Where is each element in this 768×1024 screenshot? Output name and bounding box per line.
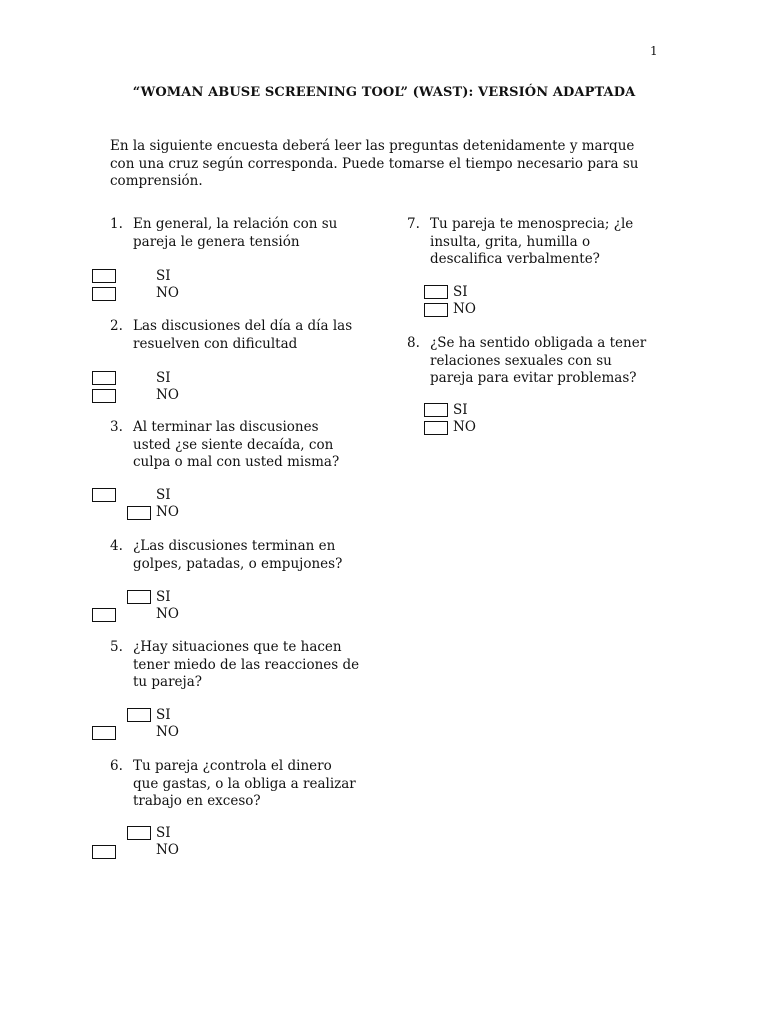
q3-no-label: NO bbox=[156, 504, 179, 520]
question-text: Al terminar las discusiones usted ¿se siente decaída, con culpa o mal con usted misma? bbox=[133, 419, 340, 470]
q4-si-label: SI bbox=[156, 589, 171, 605]
question-number: 1. bbox=[110, 216, 123, 232]
question-text: Tu pareja ¿controla el dinero que gastas, o la obliga a realizar trabajo en exceso? bbox=[133, 758, 356, 809]
q8-si-label: SI bbox=[453, 402, 468, 418]
q8-no-checkbox[interactable] bbox=[424, 421, 448, 435]
question-number: 3. bbox=[110, 419, 123, 435]
q2-si-checkbox[interactable] bbox=[92, 371, 116, 385]
q2-no-checkbox[interactable] bbox=[92, 389, 116, 403]
q4-no-label: NO bbox=[156, 606, 179, 622]
question-number: 7. bbox=[407, 216, 420, 232]
q3-si-checkbox[interactable] bbox=[92, 488, 116, 502]
q7-no-checkbox[interactable] bbox=[424, 303, 448, 317]
question-number: 4. bbox=[110, 538, 123, 554]
q1-no-label: NO bbox=[156, 285, 179, 301]
question-text: ¿Se ha sentido obligada a tener relaciones sexuales con su pareja para evitar problemas? bbox=[430, 335, 647, 386]
q5-no-label: NO bbox=[156, 724, 179, 740]
question-text: En general, la relación con su pareja le genera tensión bbox=[133, 216, 338, 250]
question-number: 6. bbox=[110, 758, 123, 774]
q7-si-label: SI bbox=[453, 284, 468, 300]
q2-si-label: SI bbox=[156, 370, 171, 386]
question-number: 5. bbox=[110, 639, 123, 655]
q1-si-label: SI bbox=[156, 268, 171, 284]
page-number: 1 bbox=[650, 44, 658, 58]
q5-no-checkbox[interactable] bbox=[92, 726, 116, 740]
q5-si-checkbox[interactable] bbox=[127, 708, 151, 722]
q4-no-checkbox[interactable] bbox=[92, 608, 116, 622]
question-text: Tu pareja te menosprecia; ¿le insulta, grita, humilla o descalifica verbalmente? bbox=[430, 216, 634, 267]
question-number: 8. bbox=[407, 335, 420, 351]
q5-si-label: SI bbox=[156, 707, 171, 723]
q8-si-checkbox[interactable] bbox=[424, 403, 448, 417]
q8-no-label: NO bbox=[453, 419, 476, 435]
q6-si-label: SI bbox=[156, 825, 171, 841]
question-text: ¿Hay situaciones que te hacen tener miedo de las reacciones de tu pareja? bbox=[133, 639, 360, 690]
q3-no-checkbox[interactable] bbox=[127, 506, 151, 520]
q6-no-checkbox[interactable] bbox=[92, 845, 116, 859]
q7-si-checkbox[interactable] bbox=[424, 285, 448, 299]
q1-si-checkbox[interactable] bbox=[92, 269, 116, 283]
q6-no-label: NO bbox=[156, 842, 179, 858]
page-title: “WOMAN ABUSE SCREENING TOOL” (WAST): VERSIÓN ADAPTADA bbox=[132, 85, 636, 100]
question-number: 2. bbox=[110, 318, 123, 334]
question-text: Las discusiones del día a día las resuelven con dificultad bbox=[133, 318, 353, 352]
q2-no-label: NO bbox=[156, 387, 179, 403]
q6-si-checkbox[interactable] bbox=[127, 826, 151, 840]
q7-no-label: NO bbox=[453, 301, 476, 317]
q3-si-label: SI bbox=[156, 487, 171, 503]
instructions-paragraph: En la siguiente encuesta deberá leer las preguntas detenidamente y marque con una cruz según corresponda. Puede tomarse el tiempo necesario para su comprensión. bbox=[110, 138, 639, 189]
q4-si-checkbox[interactable] bbox=[127, 590, 151, 604]
question-text: ¿Las discusiones terminan en golpes, patadas, o empujones? bbox=[133, 538, 343, 572]
q1-no-checkbox[interactable] bbox=[92, 287, 116, 301]
